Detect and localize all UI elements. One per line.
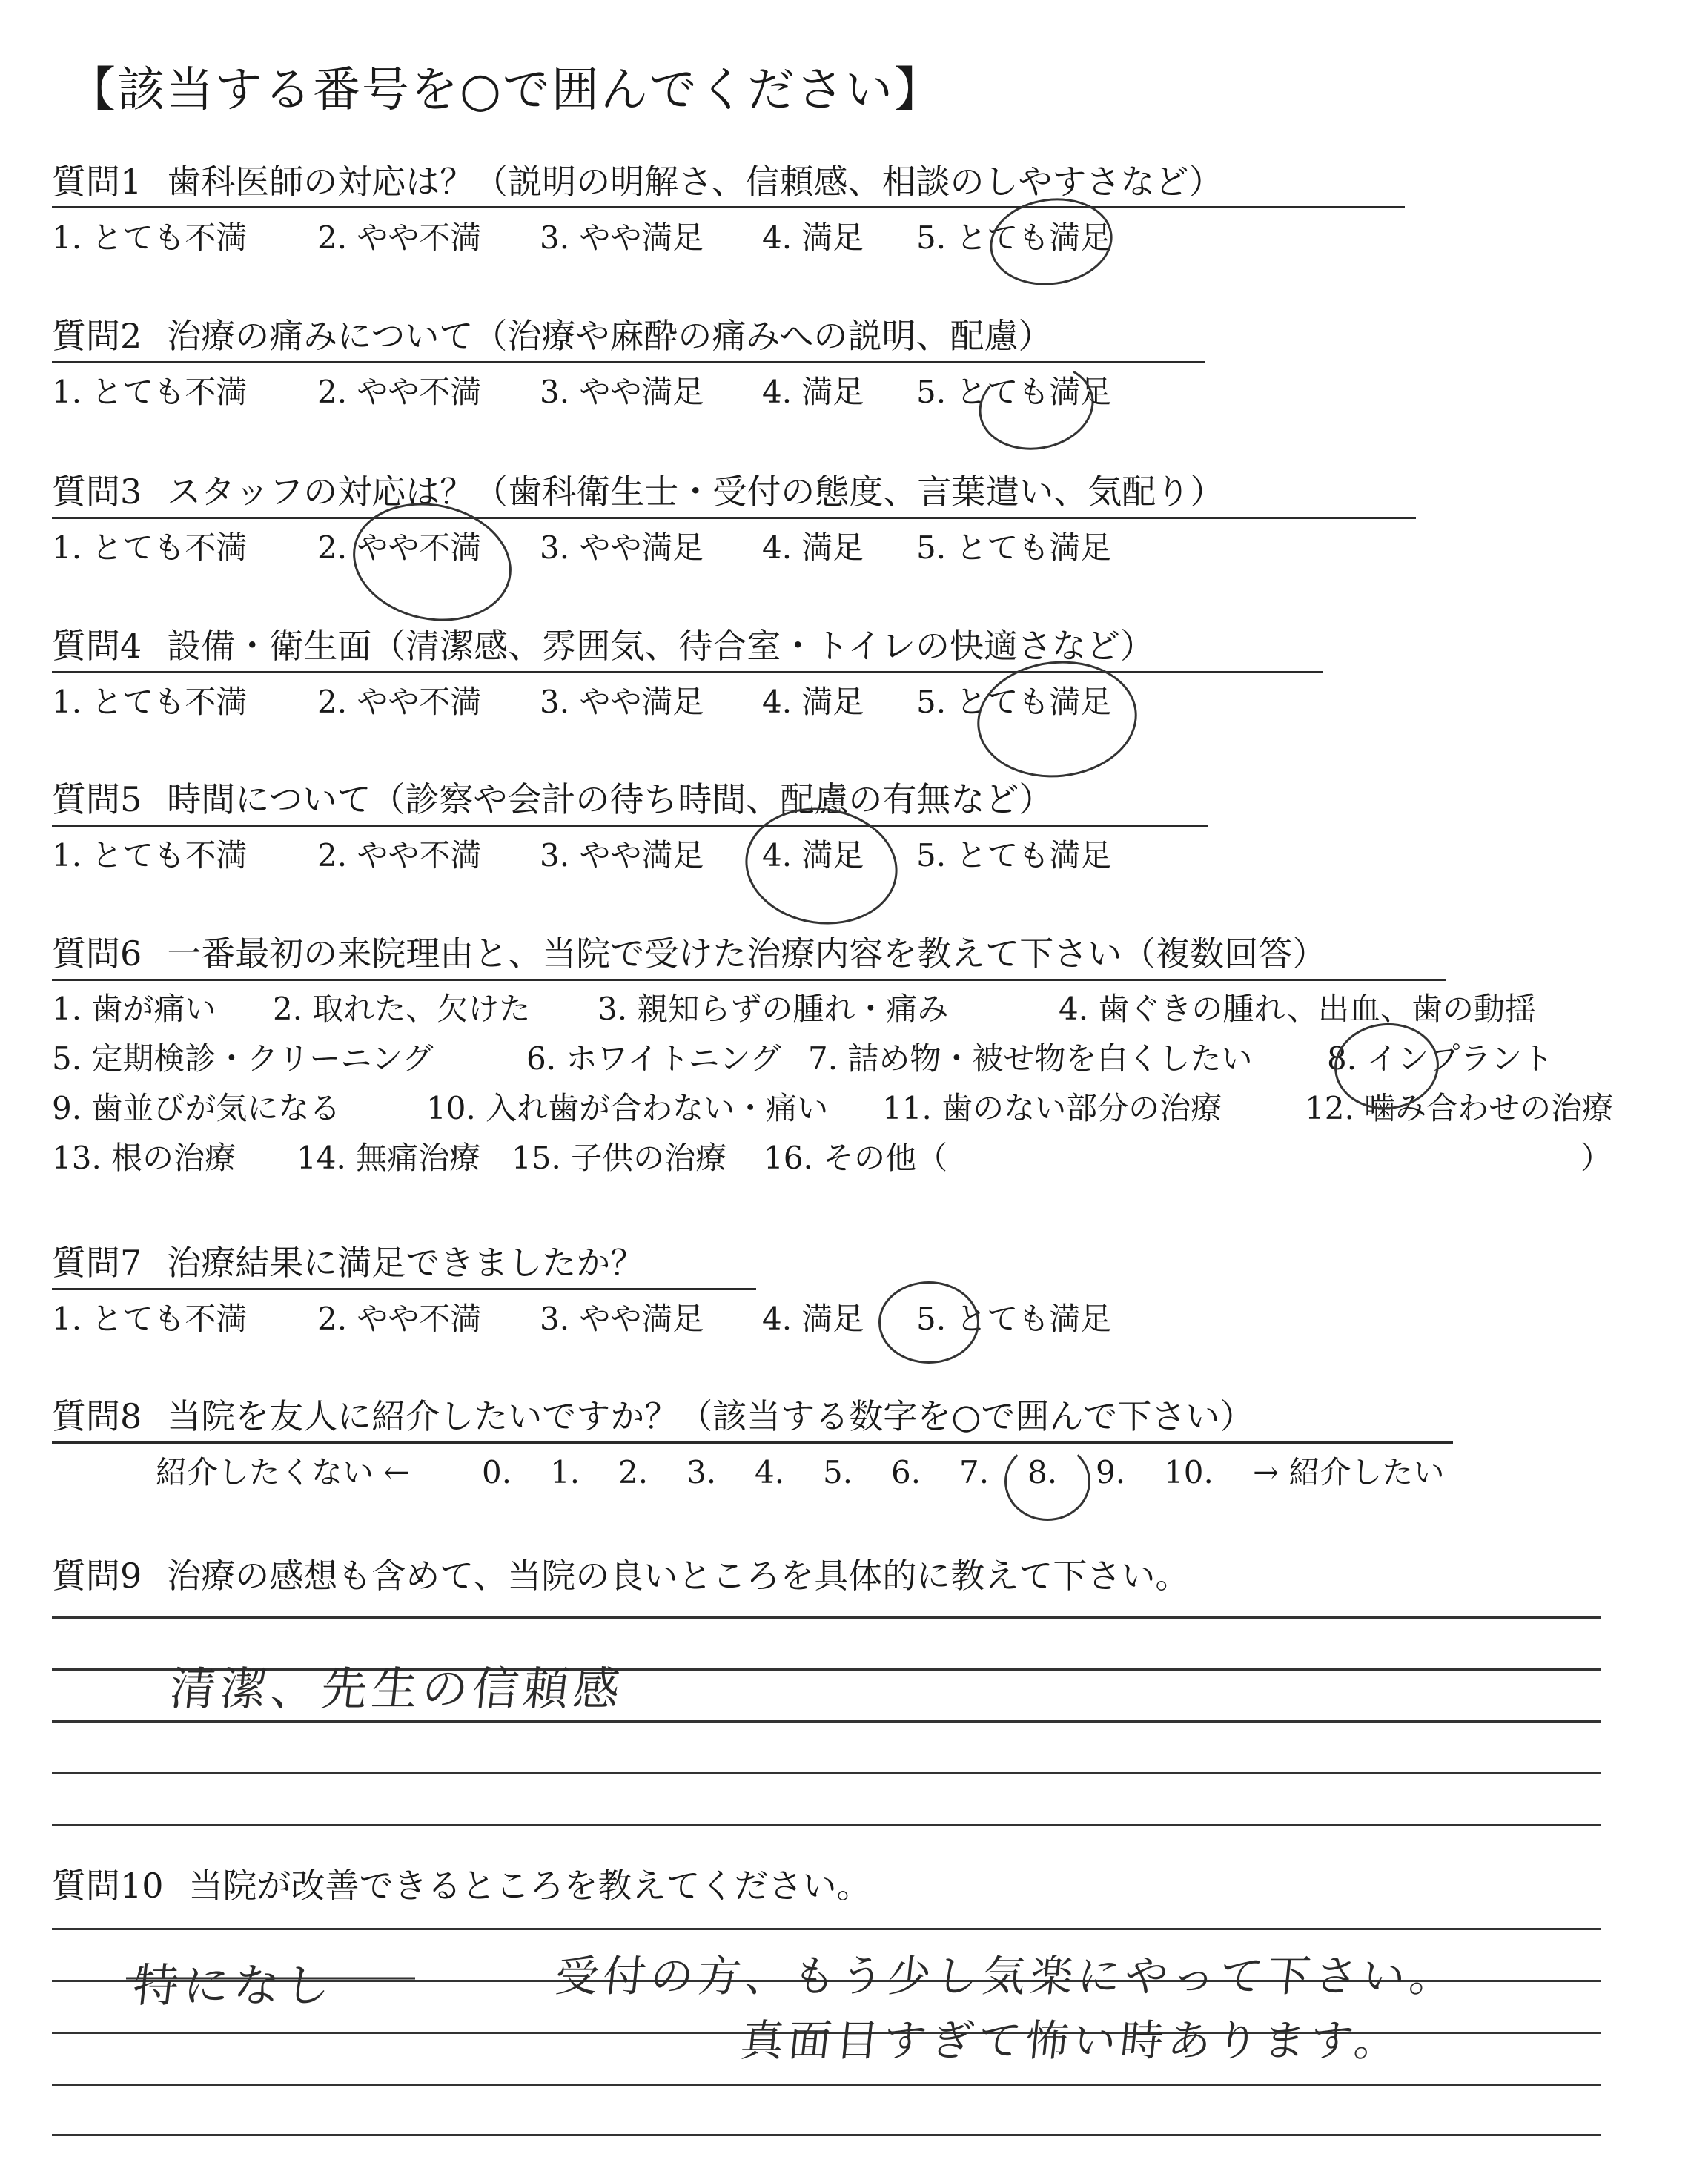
- option-2[interactable]: 2. やや不満: [317, 374, 482, 410]
- scale-right-label: → 紹介したい: [1253, 1454, 1445, 1490]
- option-1[interactable]: 1. とても不満: [52, 529, 248, 566]
- scale-8[interactable]: 8.: [1027, 1454, 1058, 1490]
- scale-10[interactable]: 10.: [1164, 1454, 1214, 1490]
- option-4[interactable]: 4. 満足: [762, 1301, 864, 1337]
- option-4[interactable]: 4. 満足: [762, 219, 864, 256]
- option-1[interactable]: 1. とても不満: [52, 837, 248, 873]
- option-2[interactable]: 2. 取れた、欠けた: [273, 991, 531, 1027]
- scale-0[interactable]: 0.: [482, 1454, 512, 1490]
- option-2[interactable]: 2. やや不満: [317, 684, 482, 720]
- option-6[interactable]: 6. ホワイトニング: [526, 1040, 781, 1077]
- handwritten-answer-10a[interactable]: 特になし: [130, 1958, 338, 2012]
- scale-7[interactable]: 7.: [959, 1454, 990, 1490]
- option-3[interactable]: 3. やや満足: [540, 684, 704, 720]
- option-5[interactable]: 5. とても満足: [916, 1301, 1112, 1337]
- question-text: 設備・衛生面（清潔感、雰囲気、待合室・トイレの快適さなど）: [167, 626, 1154, 666]
- question-label: 質問10: [52, 1866, 164, 1906]
- handwritten-answer-10b[interactable]: 受付の方、もう少し気楽にやって下さい。: [552, 1951, 1460, 2001]
- option-3[interactable]: 3. やや満足: [540, 837, 704, 873]
- option-2[interactable]: 2. やや不満: [317, 837, 482, 873]
- question-label: 質問6: [52, 934, 142, 974]
- option-16[interactable]: 16. その他（: [764, 1140, 948, 1176]
- question-label: 質問1: [52, 162, 142, 202]
- option-2[interactable]: 2. やや不満: [317, 529, 482, 566]
- question-text: 歯科医師の対応は？（説明の明解さ、信頼感、相談のしやすさなど）: [167, 162, 1223, 202]
- option-12[interactable]: 12. 噛み合わせの治療: [1305, 1090, 1614, 1126]
- question-text: 治療の感想も含めて、当院の良いところを具体的に教えて下さい。: [167, 1556, 1190, 1596]
- option-4[interactable]: 4. 満足: [762, 837, 864, 873]
- option-14[interactable]: 14. 無痛治療: [297, 1140, 481, 1176]
- option-3[interactable]: 3. やや満足: [540, 529, 704, 566]
- option-11[interactable]: 11. 歯のない部分の治療: [882, 1090, 1222, 1126]
- option-5[interactable]: 5. とても満足: [916, 374, 1112, 410]
- scale-6[interactable]: 6.: [891, 1454, 921, 1490]
- option-4[interactable]: 4. 歯ぐきの腫れ、出血、歯の動揺: [1059, 991, 1536, 1027]
- question-label: 質問2: [52, 316, 142, 356]
- option-7[interactable]: 7. 詰め物・被せ物を白くしたい: [808, 1040, 1253, 1077]
- option-13[interactable]: 13. 根の治療: [52, 1140, 236, 1176]
- option-5[interactable]: 5. とても満足: [916, 219, 1112, 256]
- question-text: 当院が改善できるところを教えてください。: [188, 1866, 871, 1906]
- option-8[interactable]: 8. インプラント: [1327, 1040, 1554, 1077]
- option-4[interactable]: 4. 満足: [762, 684, 864, 720]
- option-1[interactable]: 1. 歯が痛い: [52, 991, 216, 1027]
- question-text: 当院を友人に紹介したいですか？（該当する数字を○で囲んで下さい）: [167, 1396, 1254, 1436]
- option-2[interactable]: 2. やや不満: [317, 219, 482, 256]
- question-text: スタッフの対応は？（歯科衛生士・受付の態度、言葉遣い、気配り）: [167, 472, 1225, 512]
- option-3[interactable]: 3. やや満足: [540, 374, 704, 410]
- question-text: 治療結果に満足できましたか？: [167, 1243, 645, 1283]
- option-4[interactable]: 4. 満足: [762, 374, 864, 410]
- option-1[interactable]: 1. とても不満: [52, 219, 248, 256]
- question-label: 質問7: [52, 1243, 142, 1283]
- option-2[interactable]: 2. やや不満: [317, 1301, 482, 1337]
- option-5[interactable]: 5. とても満足: [916, 837, 1112, 873]
- option-5[interactable]: 5. とても満足: [916, 684, 1112, 720]
- question-text: 治療の痛みについて（治療や麻酔の痛みへの説明、配慮）: [167, 316, 1053, 356]
- question-label: 質問8: [52, 1396, 142, 1436]
- option-5[interactable]: 5. とても満足: [916, 529, 1112, 566]
- scale-left-label: 紹介したくない ←: [156, 1454, 410, 1490]
- scale-2[interactable]: 2.: [618, 1454, 649, 1490]
- option-15[interactable]: 15. 子供の治療: [512, 1140, 727, 1176]
- handwritten-answer-10c[interactable]: 真面目すぎて怖い時あります。: [738, 2015, 1405, 2066]
- option-16-close: ）: [1580, 1140, 1612, 1176]
- option-1[interactable]: 1. とても不満: [52, 684, 248, 720]
- option-4[interactable]: 4. 満足: [762, 529, 864, 566]
- scale-1[interactable]: 1.: [550, 1454, 580, 1490]
- question-label: 質問4: [52, 626, 142, 666]
- option-10[interactable]: 10. 入れ歯が合わない・痛い: [426, 1090, 829, 1126]
- option-3[interactable]: 3. やや満足: [540, 1301, 704, 1337]
- question-text: 時間について（診察や会計の待ち時間、配慮の有無など）: [167, 779, 1053, 819]
- question-label: 質問9: [52, 1556, 142, 1596]
- scale-5[interactable]: 5.: [823, 1454, 853, 1490]
- option-3[interactable]: 3. やや満足: [540, 219, 704, 256]
- question-text: 一番最初の来院理由と、当院で受けた治療内容を教えて下さい（複数回答）: [167, 934, 1327, 974]
- option-1[interactable]: 1. とても不満: [52, 1301, 248, 1337]
- question-label: 質問3: [52, 472, 142, 512]
- scale-9[interactable]: 9.: [1096, 1454, 1126, 1490]
- handwritten-answer-9[interactable]: 清潔、先生の信頼感: [167, 1662, 627, 1716]
- option-3[interactable]: 3. 親知らずの腫れ・痛み: [598, 991, 949, 1027]
- scale-3[interactable]: 3.: [686, 1454, 717, 1490]
- option-5[interactable]: 5. 定期検診・クリーニング: [52, 1040, 434, 1077]
- scale-4[interactable]: 4.: [755, 1454, 785, 1490]
- question-label: 質問5: [52, 779, 142, 819]
- option-1[interactable]: 1. とても不満: [52, 374, 248, 410]
- option-9[interactable]: 9. 歯並びが気になる: [52, 1090, 341, 1126]
- page-title: 【該当する番号を○で囲んでください】: [68, 63, 943, 118]
